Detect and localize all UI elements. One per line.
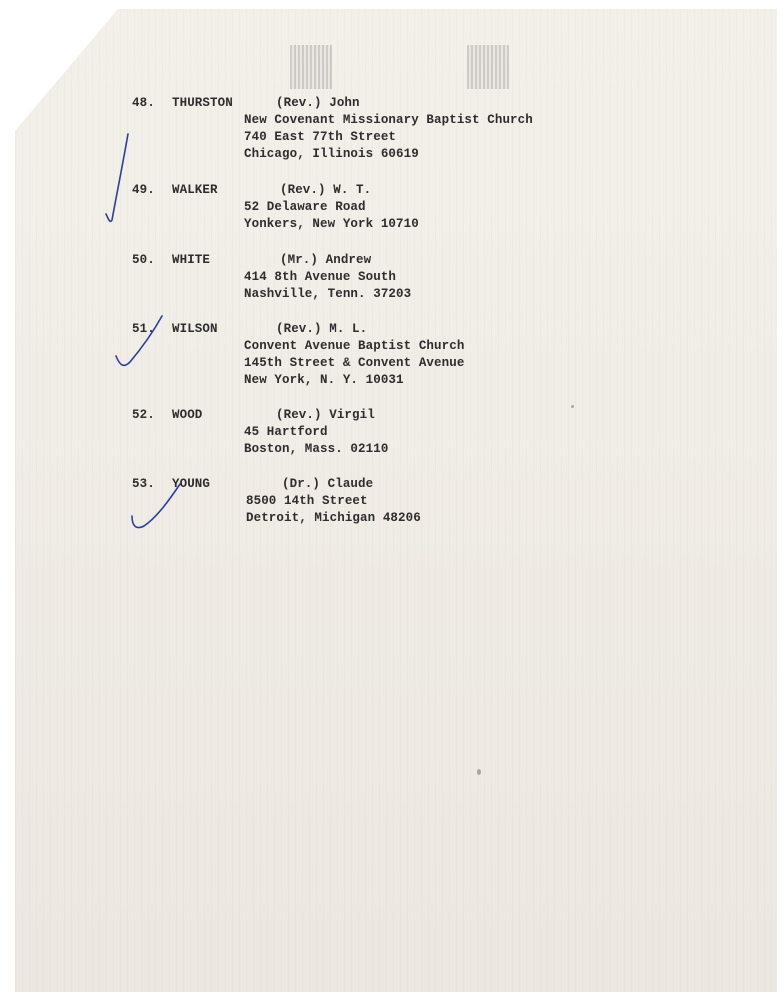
entry-address [244, 269, 411, 303]
entry-surname: WHITE [172, 253, 211, 267]
entry-honorific: (Dr.) [282, 477, 321, 491]
punch-mark-right [467, 45, 509, 89]
entry-surname: WOOD [172, 408, 203, 422]
paper-blemish [571, 405, 574, 408]
entry-surname: WILSON [172, 322, 218, 336]
entry-address [244, 338, 464, 389]
entry-given-name: John [329, 96, 360, 110]
punch-mark-left [290, 45, 332, 89]
entry-honorific-name [280, 182, 371, 199]
address-line: 45 Hartford [244, 425, 328, 439]
entry-surname: YOUNG [172, 477, 211, 491]
entry-given-name: W. T. [333, 183, 372, 197]
entry-given-name: Virgil [329, 408, 375, 422]
entry-honorific: (Rev.) [276, 408, 322, 422]
entry-address [246, 493, 421, 527]
address-line: New Covenant Missionary Baptist Church [244, 113, 533, 127]
entry-address [244, 199, 419, 233]
entry-honorific-name [276, 95, 360, 112]
address-line: 740 East 77th Street [244, 130, 397, 144]
address-line: Convent Avenue Baptist Church [244, 339, 465, 353]
check-mark-icon [112, 312, 172, 372]
entry-number: 50. [132, 253, 155, 267]
entry-number: 51. [132, 322, 155, 336]
address-line: Nashville, Tenn. 37203 [244, 287, 412, 301]
entry-honorific: (Rev.) [280, 183, 326, 197]
address-line: 52 Delaware Road [244, 200, 366, 214]
entry-address [244, 112, 533, 163]
address-line: 414 8th Avenue South [244, 270, 397, 284]
entry-address [244, 424, 388, 458]
address-line: New York, N. Y. 10031 [244, 373, 404, 387]
address-line: Boston, Mass. 02110 [244, 442, 389, 456]
entry-surname: THURSTON [172, 96, 233, 110]
check-mark-icon [96, 128, 136, 228]
address-line: Yonkers, New York 10710 [244, 217, 419, 231]
entry-given-name: M. L. [329, 322, 368, 336]
entry-surname: WALKER [172, 183, 218, 197]
entry-number: 49. [132, 183, 155, 197]
entry-given-name: Andrew [325, 253, 372, 267]
entry-honorific-name [280, 252, 371, 269]
check-mark-icon [126, 480, 186, 535]
address-line: 8500 14th Street [246, 494, 368, 508]
address-line: Chicago, Illinois 60619 [244, 147, 419, 161]
entry-given-name: Claude [327, 477, 374, 491]
paper-blemish [477, 769, 481, 775]
entry-honorific-name [276, 407, 375, 424]
address-line: Detroit, Michigan 48206 [246, 511, 421, 525]
entry-number: 52. [132, 408, 155, 422]
entry-number: 48. [132, 96, 155, 110]
entry-honorific: (Rev.) [276, 96, 322, 110]
address-line: 145th Street & Convent Avenue [244, 356, 465, 370]
entry-honorific-name [282, 476, 373, 493]
entry-honorific: (Mr.) [280, 253, 319, 267]
entry-honorific-name [276, 321, 367, 338]
entry-honorific: (Rev.) [276, 322, 322, 336]
entry-number: 53. [132, 477, 155, 491]
